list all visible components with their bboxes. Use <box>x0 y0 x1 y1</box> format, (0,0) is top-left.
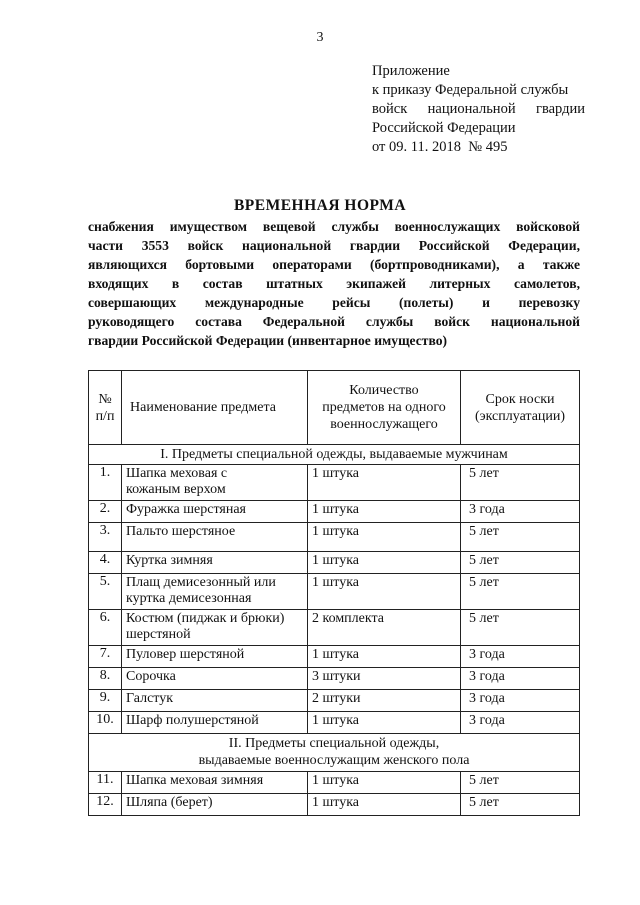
header-qty-line: военнослужащего <box>330 417 438 432</box>
cell-name-line: куртка демисезонная <box>126 591 252 606</box>
cell-num: 8. <box>89 668 122 690</box>
section-title: I. Предметы специальной одежды, выдаваемые мужчинам <box>89 445 580 465</box>
subtitle-line: совершающих международные рейсы (полеты) и перевозку <box>88 295 580 310</box>
page-number: 3 <box>316 30 324 45</box>
cell-name-line: Шляпа (берет) <box>126 795 213 810</box>
cell-qty: 2 штуки <box>308 690 461 712</box>
cell-name <box>122 690 308 712</box>
table-row <box>89 523 580 552</box>
header-name: Наименование предмета <box>122 371 308 445</box>
table-row <box>89 772 580 794</box>
table-row <box>89 574 580 610</box>
subtitle-line: входящих в состав штатных экипажей литерных самолетов, <box>88 276 580 291</box>
cell-name <box>122 794 308 816</box>
cell-qty: 2 комплекта <box>308 610 461 646</box>
header-qty-line: Количество <box>349 383 419 398</box>
cell-qty: 1 штука <box>308 523 461 552</box>
table-row <box>89 465 580 501</box>
cell-name-line: Галстук <box>126 691 174 706</box>
cell-name-line: кожаным верхом <box>126 482 226 497</box>
cell-qty: 1 штука <box>308 794 461 816</box>
section-title <box>89 734 580 772</box>
subtitle-line: части 3553 войск национальной гвардии Российской Федерации, <box>88 238 580 253</box>
cell-name-line: Костюм (пиджак и брюки) <box>126 611 285 626</box>
cell-num: 3. <box>89 523 122 552</box>
annex-line-1: Приложение <box>372 63 450 79</box>
table-row <box>89 712 580 734</box>
cell-name-line: Шапка меховая зимняя <box>126 773 264 788</box>
cell-term: 5 лет <box>461 465 580 501</box>
cell-qty: 1 штука <box>308 465 461 501</box>
cell-qty: 1 штука <box>308 574 461 610</box>
table-body <box>89 445 580 816</box>
subtitle-line: являющихся бортовыми операторами (бортпроводниками), а также <box>88 257 580 272</box>
table-row <box>89 690 580 712</box>
cell-name-line: Сорочка <box>126 669 176 684</box>
cell-name <box>122 552 308 574</box>
cell-name <box>122 712 308 734</box>
cell-term: 5 лет <box>461 772 580 794</box>
table-row <box>89 668 580 690</box>
cell-name-line: Фуражка шерстяная <box>126 502 246 517</box>
cell-num: 11. <box>89 772 122 794</box>
cell-name-line: шерстяной <box>126 627 191 642</box>
cell-term: 5 лет <box>461 574 580 610</box>
cell-term: 5 лет <box>461 552 580 574</box>
subtitle-line: руководящего состава Федеральной службы войск национальной <box>88 314 580 329</box>
header-term-line: Срок носки <box>485 391 555 407</box>
norm-table <box>88 370 580 816</box>
section-row <box>89 445 580 465</box>
cell-name <box>122 465 308 501</box>
cell-num: 9. <box>89 690 122 712</box>
cell-term: 3 года <box>461 646 580 668</box>
section-row <box>89 734 580 772</box>
subtitle-line: гвардии Российской Федерации (инвентарное имущество) <box>88 333 448 348</box>
header-qty <box>308 371 461 445</box>
cell-name <box>122 668 308 690</box>
header-num <box>89 371 122 445</box>
annex-line-3-word: гвардии <box>536 101 585 117</box>
cell-term: 3 года <box>461 668 580 690</box>
table-row <box>89 501 580 523</box>
cell-name <box>122 772 308 794</box>
cell-name-line: Пальто шерстяное <box>126 524 236 539</box>
cell-term: 3 года <box>461 690 580 712</box>
cell-term: 5 лет <box>461 523 580 552</box>
cell-num: 12. <box>89 794 122 816</box>
cell-qty: 1 штука <box>308 772 461 794</box>
cell-qty: 1 штука <box>308 552 461 574</box>
cell-name-line: Шарф полушерстяной <box>126 713 259 728</box>
cell-term: 5 лет <box>461 794 580 816</box>
cell-num: 10. <box>89 712 122 734</box>
cell-num: 5. <box>89 574 122 610</box>
annex-line-3 <box>372 100 585 119</box>
cell-qty: 1 штука <box>308 501 461 523</box>
header-term <box>461 371 580 445</box>
annex-line-3-word: войск <box>372 101 408 117</box>
annex-line-5: от 09. 11. 2018 № 495 <box>372 139 508 155</box>
cell-num: 7. <box>89 646 122 668</box>
cell-name-line: Шапка меховая с <box>126 466 228 481</box>
cell-name <box>122 501 308 523</box>
cell-name <box>122 523 308 552</box>
cell-term: 3 года <box>461 501 580 523</box>
subtitle-line: снабжения имуществом вещевой службы военнослужащих войсковой <box>88 219 580 234</box>
header-qty-line: предметов на одного <box>322 400 446 415</box>
annex-line-4: Российской Федерации <box>372 120 516 136</box>
header-num-line: № <box>98 391 112 407</box>
annex-block <box>372 62 612 157</box>
cell-name-line: Пуловер шерстяной <box>126 647 245 662</box>
cell-qty: 1 штука <box>308 646 461 668</box>
cell-name <box>122 574 308 610</box>
table-row <box>89 610 580 646</box>
cell-term: 5 лет <box>461 610 580 646</box>
cell-qty: 1 штука <box>308 712 461 734</box>
table-row <box>89 794 580 816</box>
document-subtitle <box>88 217 580 350</box>
header-term-line: (эксплуатации) <box>474 408 566 424</box>
cell-name <box>122 610 308 646</box>
cell-name-line: Плащ демисезонный или <box>126 575 276 590</box>
table-header-row <box>89 371 580 445</box>
section-title-line: выдаваемые военнослужащим женского пола <box>198 753 470 768</box>
table-row <box>89 552 580 574</box>
cell-qty: 3 штуки <box>308 668 461 690</box>
cell-num: 1. <box>89 465 122 501</box>
cell-num: 4. <box>89 552 122 574</box>
document-title: ВРЕМЕННАЯ НОРМА <box>233 197 407 214</box>
section-title-line: II. Предметы специальной одежды, <box>228 736 440 751</box>
table-row <box>89 646 580 668</box>
cell-num: 6. <box>89 610 122 646</box>
cell-name-line: Куртка зимняя <box>126 553 213 568</box>
annex-line-2: к приказу Федеральной службы <box>372 82 569 98</box>
cell-num: 2. <box>89 501 122 523</box>
cell-term: 3 года <box>461 712 580 734</box>
header-num-line: п/п <box>95 408 115 424</box>
annex-line-3-word: национальной <box>427 101 516 117</box>
cell-name <box>122 646 308 668</box>
